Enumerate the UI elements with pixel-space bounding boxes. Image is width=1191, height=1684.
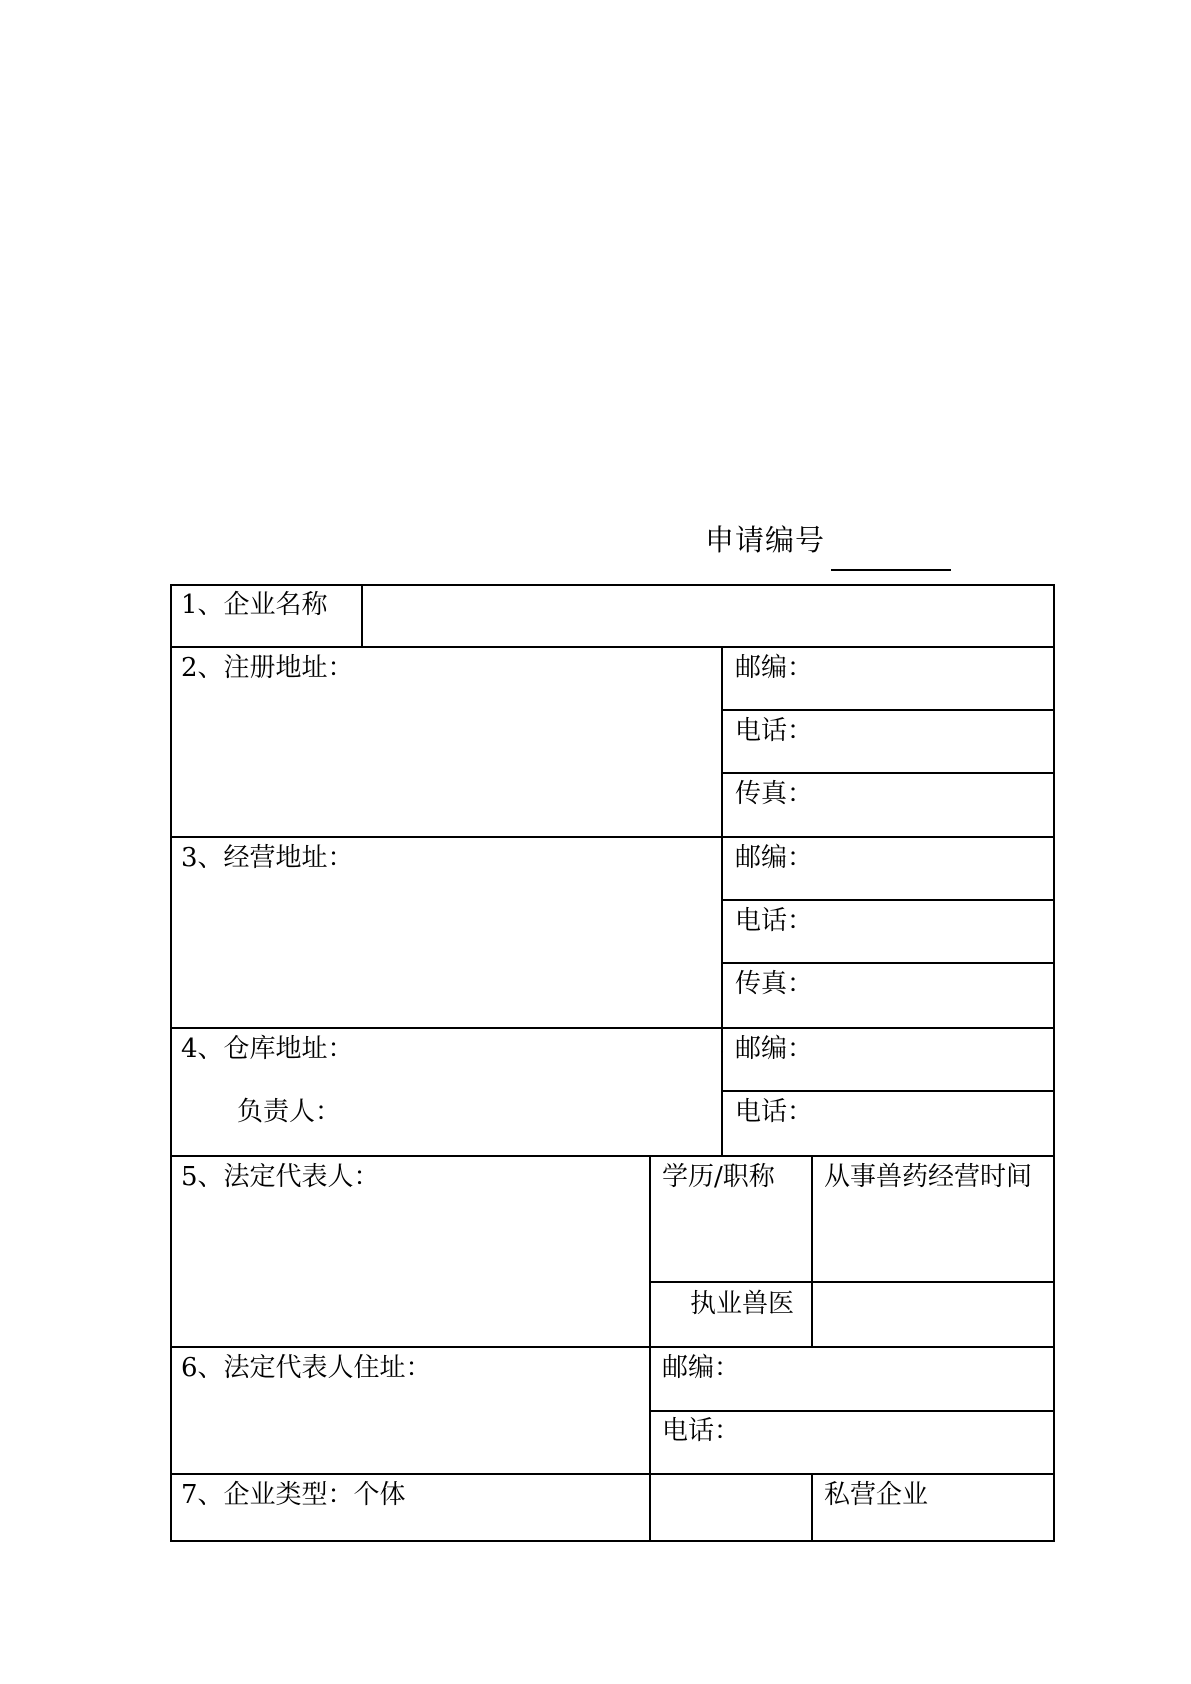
table-border-bottom bbox=[170, 1540, 1055, 1542]
col-divider bbox=[811, 1473, 813, 1542]
warehouse-postcode-label: 邮编： bbox=[735, 1034, 814, 1064]
row-divider bbox=[170, 1027, 1055, 1029]
person-in-charge-label: 负责人： bbox=[237, 1097, 342, 1127]
registered-address-label: 2、注册地址： bbox=[181, 653, 354, 683]
table-border-left bbox=[170, 584, 172, 1542]
enterprise-type-checkbox-cell[interactable] bbox=[651, 1475, 810, 1539]
business-fax-label: 传真： bbox=[735, 969, 814, 999]
application-number-label: 申请编号 bbox=[705, 523, 826, 557]
sub-row-divider bbox=[650, 1281, 1055, 1283]
vet-drug-experience-label: 从事兽药经营时间 bbox=[824, 1162, 1033, 1192]
legal-rep-address-label: 6、法定代表人住址： bbox=[181, 1353, 432, 1383]
legal-rep-label: 5、法定代表人： bbox=[181, 1162, 380, 1192]
sub-row-divider bbox=[722, 899, 1055, 901]
sub-row-divider bbox=[722, 962, 1055, 964]
business-phone-label: 电话： bbox=[735, 906, 814, 936]
business-address-label: 3、经营地址： bbox=[181, 843, 354, 873]
legal-rep-postcode-label: 邮编： bbox=[662, 1353, 741, 1383]
company-name-field[interactable] bbox=[363, 586, 1052, 646]
sub-row-divider bbox=[722, 709, 1055, 711]
row-divider bbox=[170, 836, 1055, 838]
private-enterprise-label: 私营企业 bbox=[824, 1480, 929, 1510]
warehouse-phone-label: 电话： bbox=[735, 1097, 814, 1127]
registered-postcode-label: 邮编： bbox=[735, 653, 814, 683]
warehouse-address-label: 4、仓库地址： bbox=[181, 1034, 354, 1064]
row-divider bbox=[170, 1473, 1055, 1475]
company-name-label: 1、企业名称 bbox=[181, 590, 328, 620]
registered-fax-label: 传真： bbox=[735, 779, 814, 809]
table-border-right bbox=[1053, 584, 1055, 1542]
application-number-blank[interactable] bbox=[831, 569, 951, 571]
col-divider bbox=[721, 646, 723, 1157]
licensed-vet-label: 执业兽医 bbox=[690, 1289, 795, 1319]
sub-row-divider bbox=[722, 772, 1055, 774]
education-title-label: 学历/职称 bbox=[662, 1162, 775, 1192]
registered-phone-label: 电话： bbox=[735, 716, 814, 746]
row-divider bbox=[170, 1346, 1055, 1348]
sub-row-divider bbox=[722, 1090, 1055, 1092]
col-divider bbox=[811, 1155, 813, 1348]
sub-row-divider bbox=[650, 1410, 1055, 1412]
business-postcode-label: 邮编： bbox=[735, 843, 814, 873]
legal-rep-phone-label: 电话： bbox=[662, 1416, 741, 1446]
enterprise-type-label: 7、企业类型：个体 bbox=[181, 1480, 406, 1510]
row-divider bbox=[170, 646, 1055, 648]
